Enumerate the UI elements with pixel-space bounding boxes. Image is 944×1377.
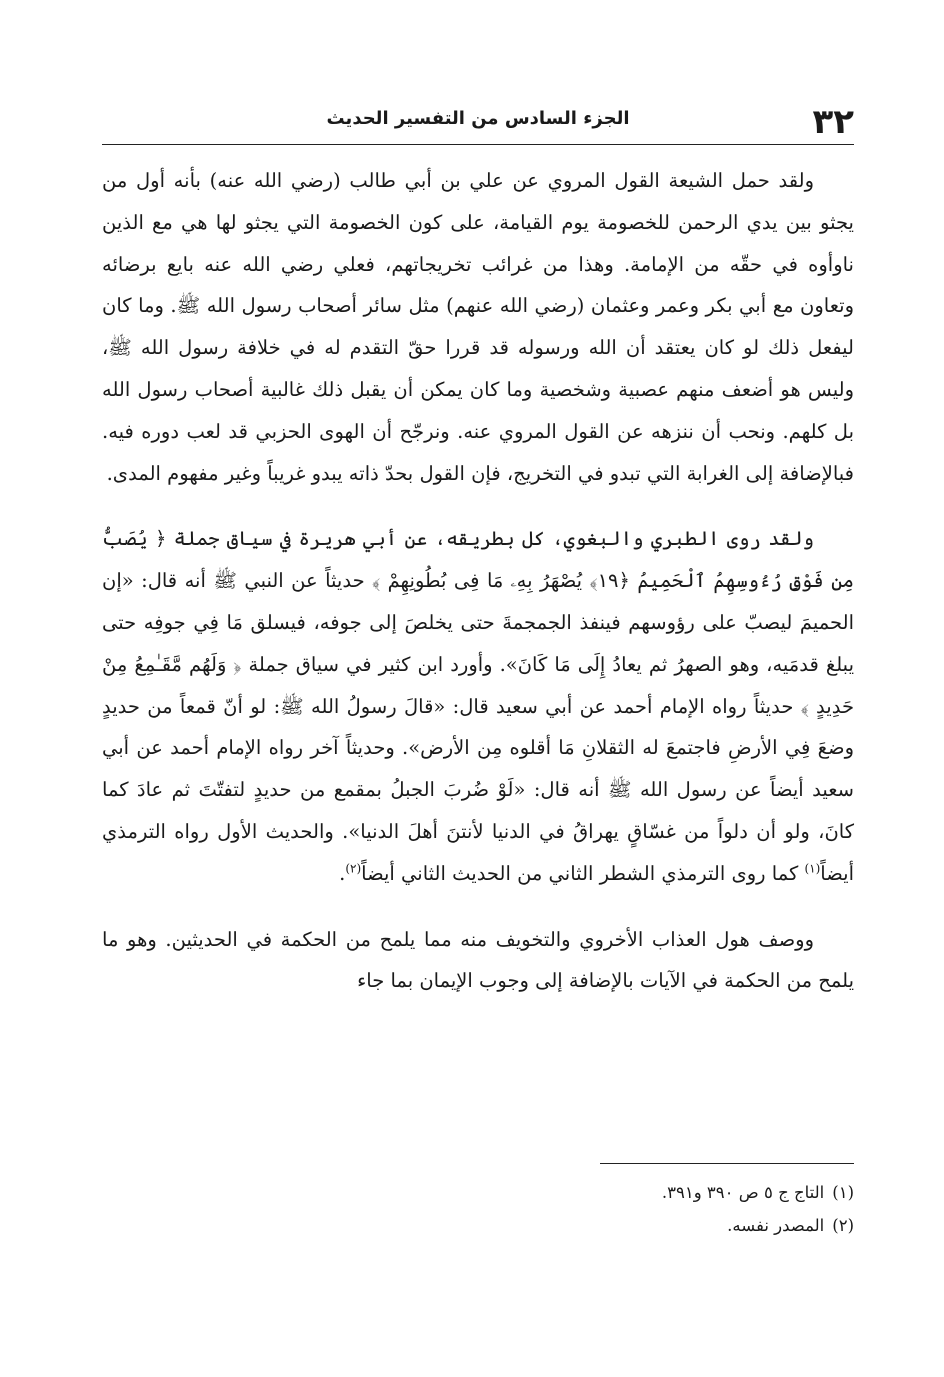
running-title: الجزء السادس من التفسير الحديث: [326, 108, 630, 129]
paragraph-3: ووصف هول العذاب الأخروي والتخويف منه مما يلمح من الحكمة في الحديثين. وهو ما يلمح من الحكمة في الآيات بالإضافة إلى وجوب الإيمان بما جاء: [102, 927, 854, 993]
footnote-ref-1: (١): [804, 861, 821, 876]
footnote-text: التاج ج ٥ ص ٣٩٠ و٣٩١.: [661, 1183, 825, 1202]
footnote-number: (٢): [832, 1216, 854, 1235]
paragraph-1: ولقد حمل الشيعة القول المروي عن علي بن أبي طالب (رضي الله عنه) بأنه أول من يجثو بين يدي الرحمن للخصومة يوم القيامة، على كون الخصومة التي يجثو لها هي مع الذين ناوأوه في حقّه من الإمامة. وهذا من غرائب تخريجاتهم، فعلي رضي الله عنه بايع برضائه وتعاون مع أبي بكر وعمر وعثمان (رضي الله عنهم) مثل سائر أصحاب رسول الله ﷺ. وما كان ليفعل ذلك لو كان يعتقد أن الله ورسوله قد قررا حقّ التقدم له في خلافة رسول الله ﷺ، وليس هو أضعف منهم عصبية وشخصية وما كان يمكن أن يقبل ذلك غالبية أصحاب رسول الله بل كلهم. ونحب أن ننزهه عن القول المروي عنه. ونرجّح أن الهوى الحزبي قد لعب دوره فيه. فبالإضافة إلى الغرابة التي تبدو في التخريج، فإن القول بحدّ ذاته يبدو غريباً وغير مفهوم المدى.: [102, 169, 854, 485]
paragraph-2: [102, 518, 854, 894]
footnote-2: [102, 1209, 854, 1242]
paragraph-2-end: .: [339, 861, 346, 885]
footnote-number: (١): [832, 1183, 854, 1202]
footnotes: [102, 1176, 854, 1242]
footnote-divider: [600, 1163, 854, 1164]
paragraph-2-text: ولقد روى الطبري والبغوي، كل بطريقه، عن أبي هريرة في سياق جملة ﴿ يُصَبُّ مِن فَوْقِ رُءُوسِهِمُ ٱلْحَمِيمُ ﴿١٩﴾ يُصْهَرُ بِهِۦ مَا فِى بُطُونِهِمْ ﴾ حديثاً عن النبي ﷺ أنه قال: «إن الحميمَ ليصبّ على رؤوسهم فينفذ الجمجمةَ حتى يخلصَ إلى جوفه، فيسلق مَا فِي جوفِه حتى يبلغ قدمَيه، وهو الصهرُ ثم يعادُ إِلَى مَا كَانَ». وأورد ابن كثير في سياق جملة ﴿ وَلَهُم مَّقَـٰمِعُ مِنْ حَدِيدٍ ﴾ حديثاً رواه الإمام أحمد عن أبي سعيد قال: «قالَ رسولُ الله ﷺ: لو أنّ قمعاً من حديدٍ وضعَ فِي الأرضِ فاجتمعَ له الثقلانِ مَا أقلوه مِن الأرض». وحديثاً آخر رواه الإمام أحمد عن أبي سعيد أيضاً عن رسول الله ﷺ أنه قال: «لَوْ ضُربَ الجبلُ بمقمع من حديدٍ لتفتّتَ ثم عادَ كما كانَ، ولو أن دلواً من غسّاقٍ يهراقُ في الدنيا لأنتنَ أهلَ الدنيا». والحديث الأول رواه الترمذي أيضاً: [102, 527, 854, 885]
page-number: ٣٢: [812, 102, 854, 142]
footnote-1: [102, 1176, 854, 1209]
footnote-text: المصدر نفسه.: [727, 1216, 825, 1235]
footnote-ref-2: (٢): [345, 861, 362, 876]
paragraph-2-text-after: كما روى الترمذي الشطر الثاني من الحديث الثاني أيضاً: [361, 861, 805, 885]
page-header: [102, 100, 854, 145]
main-text: [102, 160, 854, 1026]
